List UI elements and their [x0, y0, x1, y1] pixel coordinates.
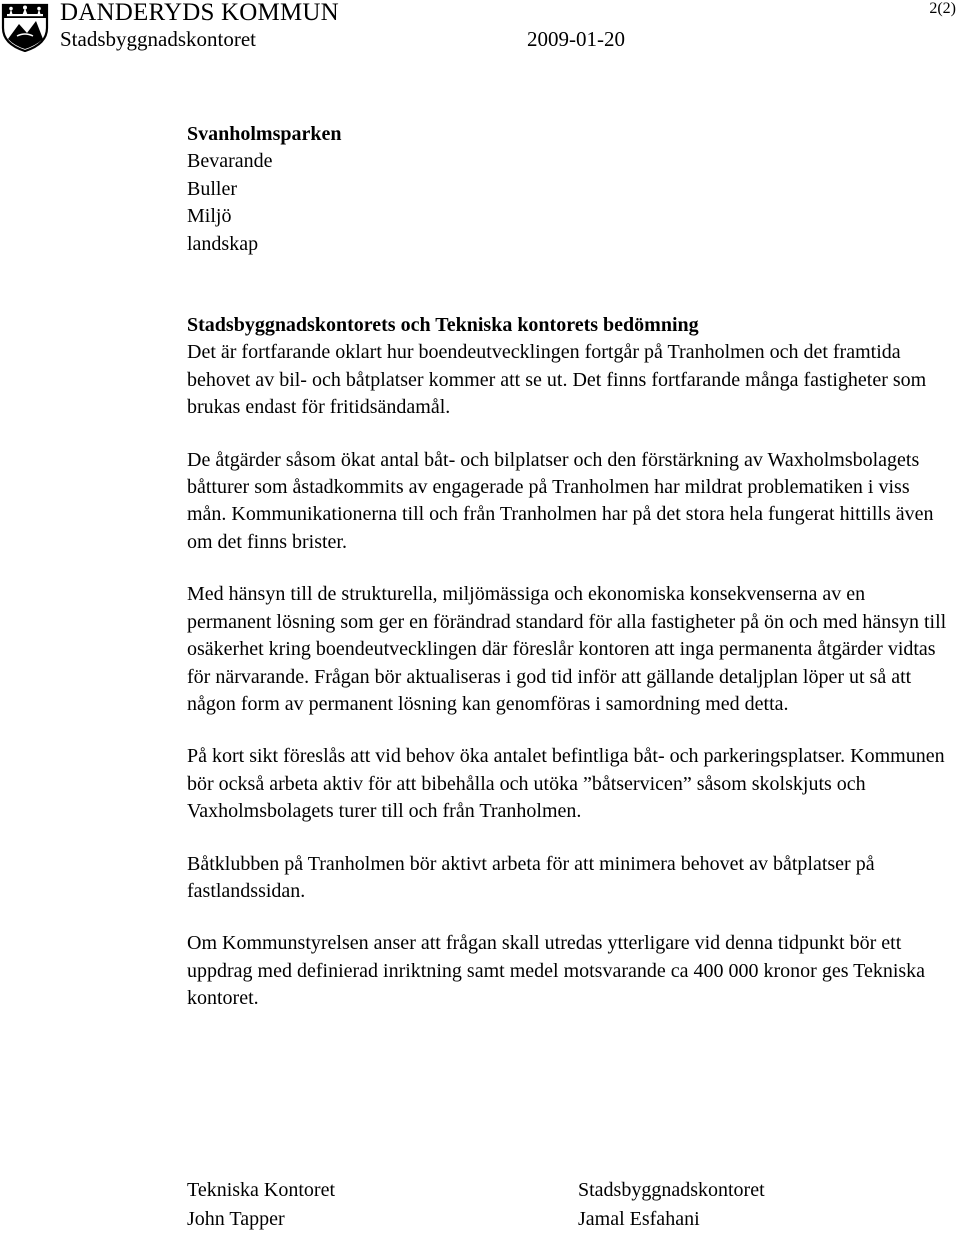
page-number: 2(2)	[929, 0, 956, 17]
signature-right	[578, 1176, 765, 1234]
signature-name: John Tapper	[187, 1208, 285, 1230]
keyword-item: Bevarande	[187, 150, 273, 173]
department-name: Stadsbyggnadskontoret	[60, 27, 256, 51]
signature-office: Tekniska Kontoret	[187, 1179, 336, 1201]
section-title: Stadsbyggnadskontorets och Tekniska kontorets bedömning	[187, 314, 699, 337]
subject-title: Svanholmsparken	[187, 123, 342, 145]
signature-left	[187, 1176, 335, 1234]
document-body	[187, 121, 947, 1013]
keyword-item: landskap	[187, 232, 259, 255]
body-paragraph: Om Kommunstyrelsen anser att frågan skall utredas ytterligare vid denna tidpunkt bör ett uppdrag med definierad inriktning samt medel motsvarande ca 400 000 kronor ges Tekniska kontoret.	[187, 932, 926, 1010]
keyword-item: Miljö	[187, 205, 232, 228]
document-header	[0, 0, 960, 60]
signature-name: Jamal Esfahani	[578, 1208, 700, 1230]
document-date: 2009-01-20	[527, 27, 625, 51]
body-paragraph: Med hänsyn till de strukturella, miljömässiga och ekonomiska konsekvenserna av en permanent lösning som ger en förändrad standard för alla fastigheter på ön och med hänsyn till osäkerhet kring boendeutvecklingen där föreslår kontoren att inga permanenta åtgärder vidtas för närvarande. Frågan bör aktualiseras i god tid inför att gällande detaljplan löper ut så att någon form av permanent lösning kan genomföras i samordning med detta.	[187, 583, 947, 715]
keyword-item: Buller	[187, 177, 237, 200]
signature-office: Stadsbyggnadskontoret	[578, 1179, 765, 1201]
organization-name: DANDERYDS KOMMUN	[60, 0, 339, 26]
keyword-list	[187, 148, 947, 258]
body-paragraph: De åtgärder såsom ökat antal båt- och bilplatser och den förstärkning av Waxholmsbolagets båtturer som åstadkommits av engagerade på Tranholmen har mildrat problematiken i viss mån. Kommunikationerna till och från Tranholmen har på det stora hela fungerat hittills även om det finns brister.	[187, 448, 934, 553]
body-paragraph: Båtklubben på Tranholmen bör aktivt arbeta för att minimera behovet av båtplatser på fastlandssidan.	[187, 852, 875, 902]
body-paragraph: På kort sikt föreslås att vid behov öka antalet befintliga båt- och parkeringsplatser. Kommunen bör också arbeta aktiv för att bibehålla och utöka ”båtservicen” såsom skolskjuts och Vaxholmsbolagets turer till och från Tranholmen.	[187, 745, 945, 823]
coat-of-arms-icon	[0, 2, 50, 52]
body-paragraph: Det är fortfarande oklart hur boendeutvecklingen fortgår på Tranholmen och det framtida behovet av bil- och båtplatser kommer att se ut. Det finns fortfarande många fastigheter som brukas endast för fritidsändamål.	[187, 341, 927, 419]
